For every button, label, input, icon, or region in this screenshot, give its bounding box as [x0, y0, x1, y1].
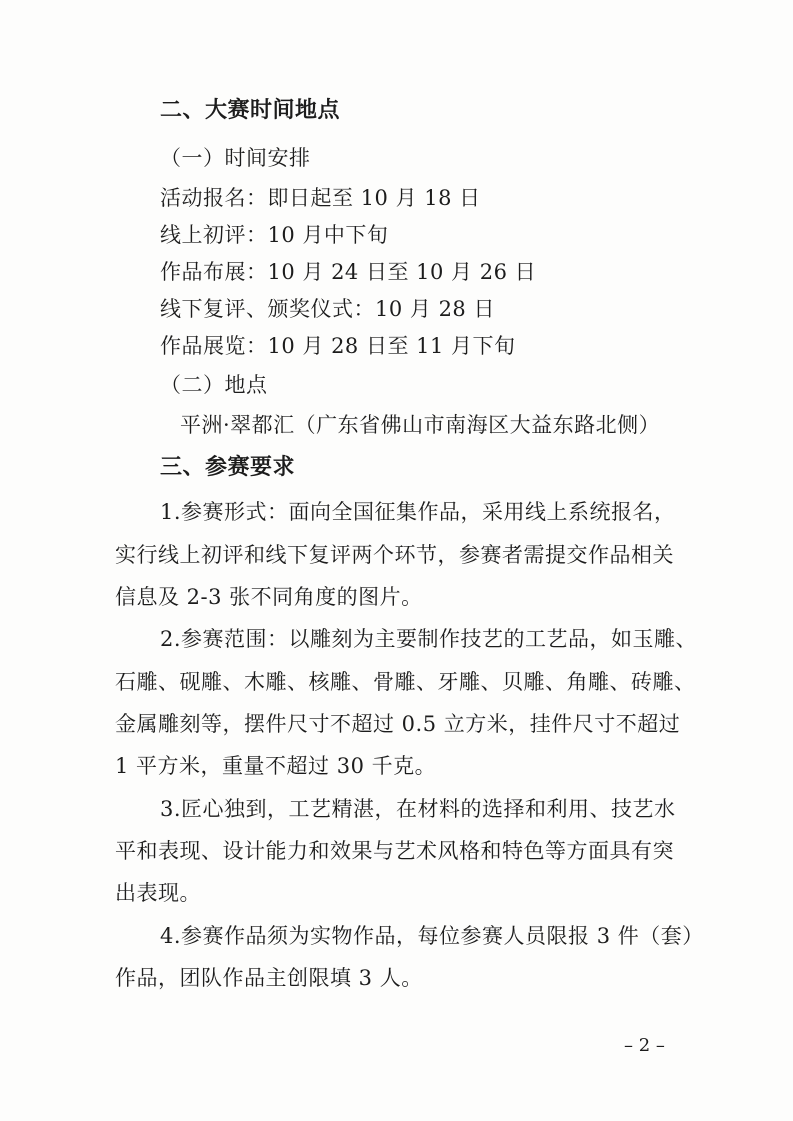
schedule-registration: 活动报名：即日起至 10 月 18 日	[160, 186, 481, 210]
requirement-3-line-2: 平和表现、设计能力和效果与艺术风格和特色等方面具有突	[115, 839, 674, 863]
section-3-heading: 三、参赛要求	[160, 455, 296, 480]
schedule-online-review: 线上初评：10 月中下旬	[160, 223, 389, 247]
requirement-2-line-4: 1 平方米，重量不超过 30 千克。	[115, 754, 437, 778]
location-address: 平洲·翠都汇（广东省佛山市南海区大益东路北侧）	[180, 413, 661, 437]
requirement-1-line-2: 实行线上初评和线下复评两个环节，参赛者需提交作品相关	[115, 543, 674, 567]
time-schedule-subheading: （一）时间安排	[160, 146, 311, 170]
requirement-3-line-3: 出表现。	[115, 881, 201, 905]
requirement-2-line-3: 金属雕刻等，摆件尺寸不超过 0.5 立方米，挂件尺寸不超过	[115, 712, 681, 736]
requirement-2-line-1: 2.参赛范围：以雕刻为主要制作技艺的工艺品，如玉雕、	[160, 627, 698, 651]
section-2-heading: 二、大赛时间地点	[160, 98, 341, 123]
requirement-4-line-2: 作品，团队作品主创限填 3 人。	[115, 966, 423, 990]
requirement-1-line-1: 1.参赛形式：面向全国征集作品，采用线上系统报名，	[160, 500, 676, 524]
requirement-2-line-2: 石雕、砚雕、木雕、核雕、骨雕、牙雕、贝雕、角雕、砖雕、	[115, 670, 696, 694]
location-subheading: （二）地点	[160, 373, 268, 397]
requirement-4-line-1: 4.参赛作品须为实物作品，每位参赛人员限报 3 件（套）	[160, 924, 704, 948]
schedule-final-review: 线下复评、颁奖仪式：10 月 28 日	[160, 297, 495, 321]
schedule-setup: 作品布展：10 月 24 日至 10 月 26 日	[160, 260, 537, 284]
schedule-exhibition: 作品展览：10 月 28 日至 11 月下旬	[160, 334, 516, 358]
requirement-3-line-1: 3.匠心独到，工艺精湛，在材料的选择和利用、技艺水	[160, 797, 676, 821]
requirement-1-line-3: 信息及 2-3 张不同角度的图片。	[115, 585, 423, 609]
page-number: – 2 –	[624, 1035, 665, 1056]
